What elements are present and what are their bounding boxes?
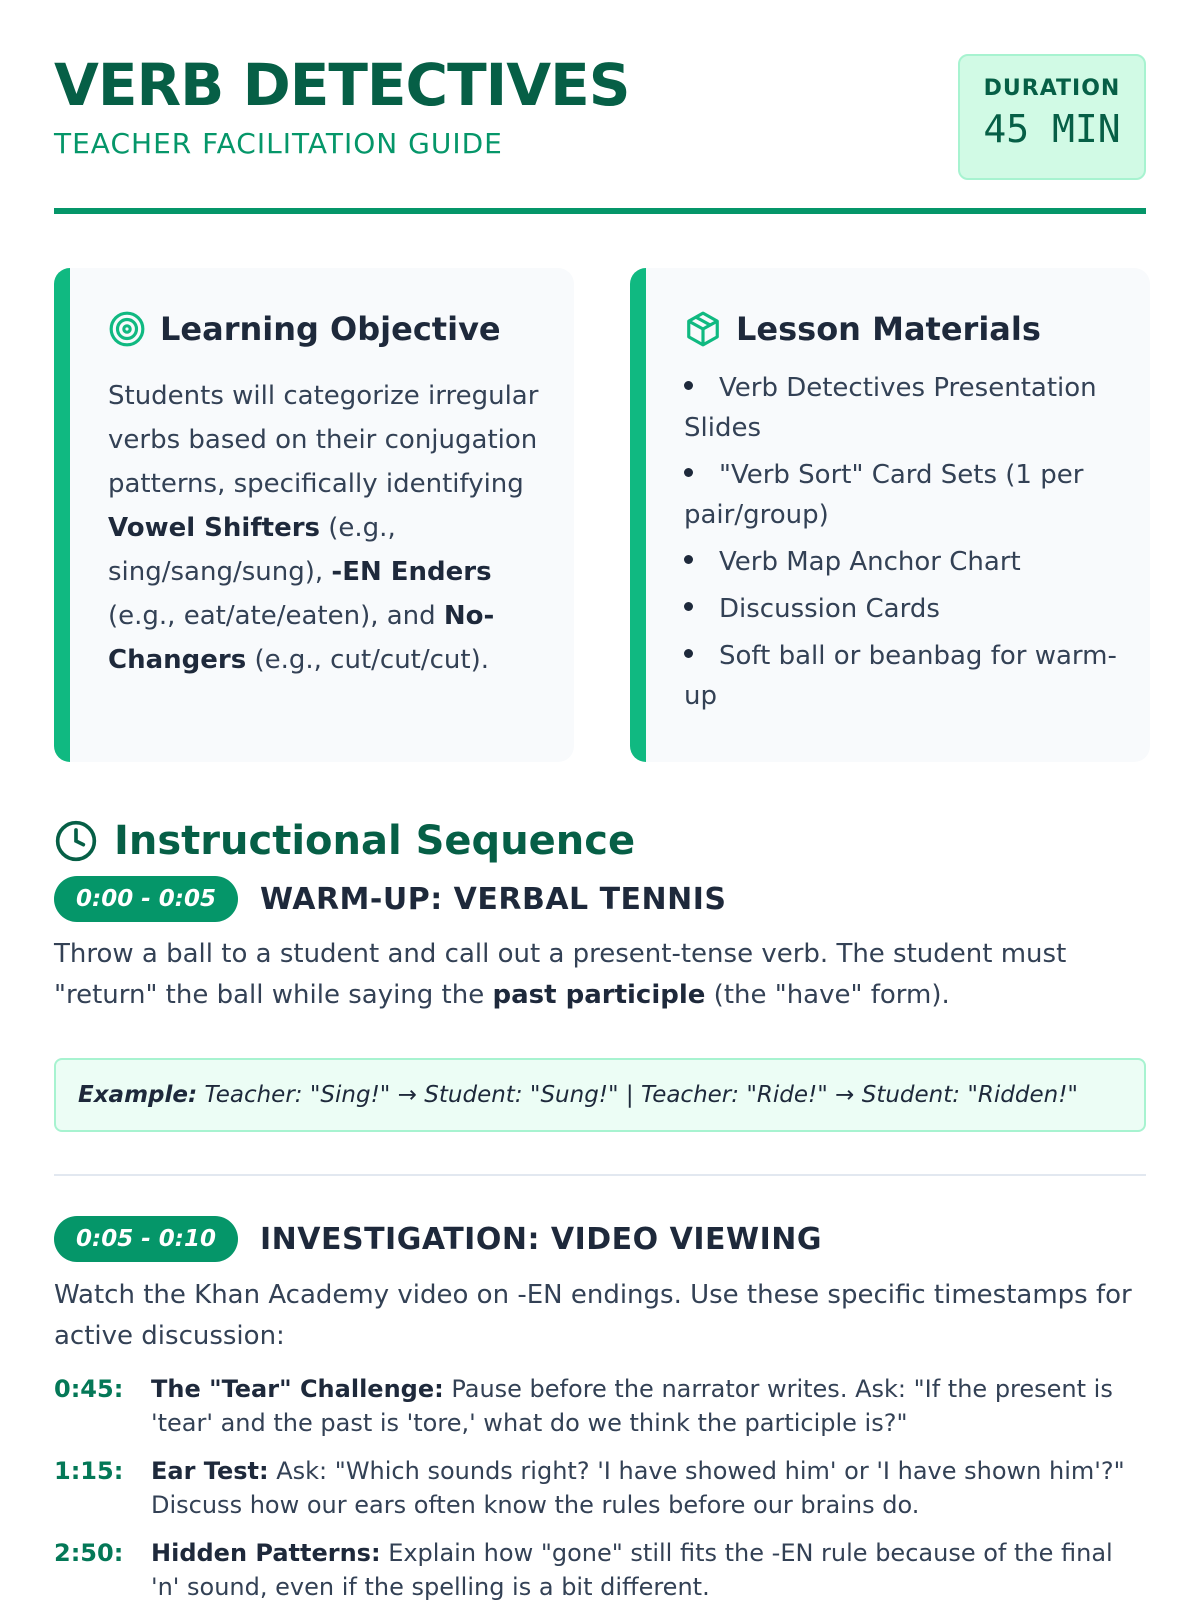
list-item-text: "Verb Sort" Card Sets (1 per pair/group) bbox=[684, 460, 1084, 530]
materials-card bbox=[630, 268, 1150, 762]
warmup-emphasis: past participle bbox=[492, 980, 706, 1010]
timestamp-row bbox=[54, 1372, 1146, 1440]
timestamp: 2:50: bbox=[54, 1539, 124, 1567]
list-item bbox=[684, 589, 1124, 629]
timestamp-label: Ear Test: bbox=[151, 1457, 269, 1485]
warmup-text-part: Throw a ball to a student and call out a present-tense verb. The student must "return" the ball while saying the bbox=[54, 939, 1067, 1010]
objective-text-part: (e.g., sing/sang/sung), bbox=[108, 513, 396, 587]
time-badge: 0:00 - 0:05 bbox=[54, 876, 238, 922]
list-item bbox=[684, 636, 1124, 716]
term-en-enders: -EN Enders bbox=[331, 557, 492, 587]
objective-heading-label: Learning Objective bbox=[160, 310, 501, 348]
timestamp-label: Hidden Patterns: bbox=[151, 1539, 381, 1567]
timestamp-text: Explain how "gone" still fits the -EN rule because of the final 'n' sound, even if the spelling is a bit different. bbox=[151, 1539, 1113, 1600]
timestamp-row bbox=[54, 1454, 1146, 1522]
bullet-icon bbox=[684, 602, 693, 611]
objective-text bbox=[108, 374, 548, 682]
box-icon bbox=[684, 310, 722, 348]
warmup-header bbox=[54, 876, 727, 922]
term-vowel-shifters: Vowel Shifters bbox=[108, 513, 320, 543]
list-item-text: Verb Map Anchor Chart bbox=[719, 547, 1021, 577]
warmup-description bbox=[54, 934, 1146, 1016]
timestamp-note bbox=[151, 1536, 1146, 1600]
bullet-icon bbox=[684, 649, 693, 658]
example-label: Example: bbox=[78, 1082, 198, 1108]
duration-label: DURATION bbox=[983, 76, 1121, 101]
timestamp-text: Ask: "Which sounds right? 'I have showed him' or 'I have shown him'?" Discuss how our ears often know the rules before our brains do. bbox=[151, 1457, 1125, 1519]
list-item bbox=[684, 455, 1124, 535]
time-badge: 0:05 - 0:10 bbox=[54, 1216, 238, 1262]
duration-value: 45 MIN bbox=[983, 107, 1121, 151]
timestamp: 0:45: bbox=[54, 1375, 124, 1403]
objective-text-part: Students will categorize irregular verbs based on their conjugation patterns, specifically identifying bbox=[108, 381, 539, 499]
materials-heading-label: Lesson Materials bbox=[736, 310, 1041, 348]
page-title: VERB DETECTIVES bbox=[54, 51, 630, 119]
section-divider bbox=[54, 1174, 1146, 1176]
clock-icon bbox=[54, 819, 98, 863]
bullet-icon bbox=[684, 555, 693, 564]
objective-card bbox=[54, 268, 574, 762]
timestamp-note bbox=[151, 1372, 1146, 1440]
timestamp-list bbox=[54, 1372, 1146, 1600]
step-title: WARM-UP: VERBAL TENNIS bbox=[259, 881, 727, 917]
objective-heading bbox=[108, 310, 501, 348]
objective-text-part: (e.g., cut/cut/cut). bbox=[246, 645, 490, 675]
example-text: Teacher: "Sing!" → Student: "Sung!" | Teacher: "Ride!" → Student: "Ridden!" bbox=[197, 1082, 1078, 1108]
list-item-text: Discussion Cards bbox=[719, 594, 940, 624]
sequence-heading-label: Instructional Sequence bbox=[114, 818, 636, 864]
timestamp-row bbox=[54, 1536, 1146, 1600]
target-icon bbox=[108, 310, 146, 348]
timestamp-text: Pause before the narrator writes. Ask: "If the present is 'tear' and the past is 'tore,' what do we think the participle is?" bbox=[151, 1375, 1113, 1437]
timestamp-label: The "Tear" Challenge: bbox=[151, 1375, 444, 1403]
bullet-icon bbox=[684, 468, 693, 477]
step-title: INVESTIGATION: VIDEO VIEWING bbox=[259, 1221, 822, 1257]
materials-list bbox=[684, 368, 1124, 716]
list-item bbox=[684, 542, 1124, 582]
investigation-header bbox=[54, 1216, 822, 1262]
info-cards bbox=[54, 268, 1146, 762]
timestamp-note bbox=[151, 1454, 1146, 1522]
list-item-text: Soft ball or beanbag for warm-up bbox=[684, 641, 1117, 711]
materials-heading bbox=[684, 310, 1041, 348]
investigation-description: Watch the Khan Academy video on -EN endings. Use these specific timestamps for active discussion: bbox=[54, 1280, 1132, 1351]
bullet-icon bbox=[684, 381, 693, 390]
sequence-heading bbox=[54, 818, 635, 864]
duration-badge bbox=[958, 54, 1146, 180]
page-subtitle: TEACHER FACILITATION GUIDE bbox=[54, 127, 503, 160]
header-divider bbox=[54, 208, 1146, 214]
timestamp: 1:15: bbox=[54, 1457, 124, 1485]
objective-text-part: (e.g., eat/ate/eaten), and bbox=[108, 601, 444, 631]
list-item bbox=[684, 368, 1124, 448]
example-box bbox=[54, 1058, 1146, 1132]
list-item-text: Verb Detectives Presentation Slides bbox=[684, 373, 1097, 443]
materials-list-wrap bbox=[684, 368, 1124, 723]
header bbox=[54, 0, 1146, 214]
term-no-changers: No-Changers bbox=[108, 601, 495, 675]
warmup-text-part: (the "have" form). bbox=[705, 980, 950, 1010]
